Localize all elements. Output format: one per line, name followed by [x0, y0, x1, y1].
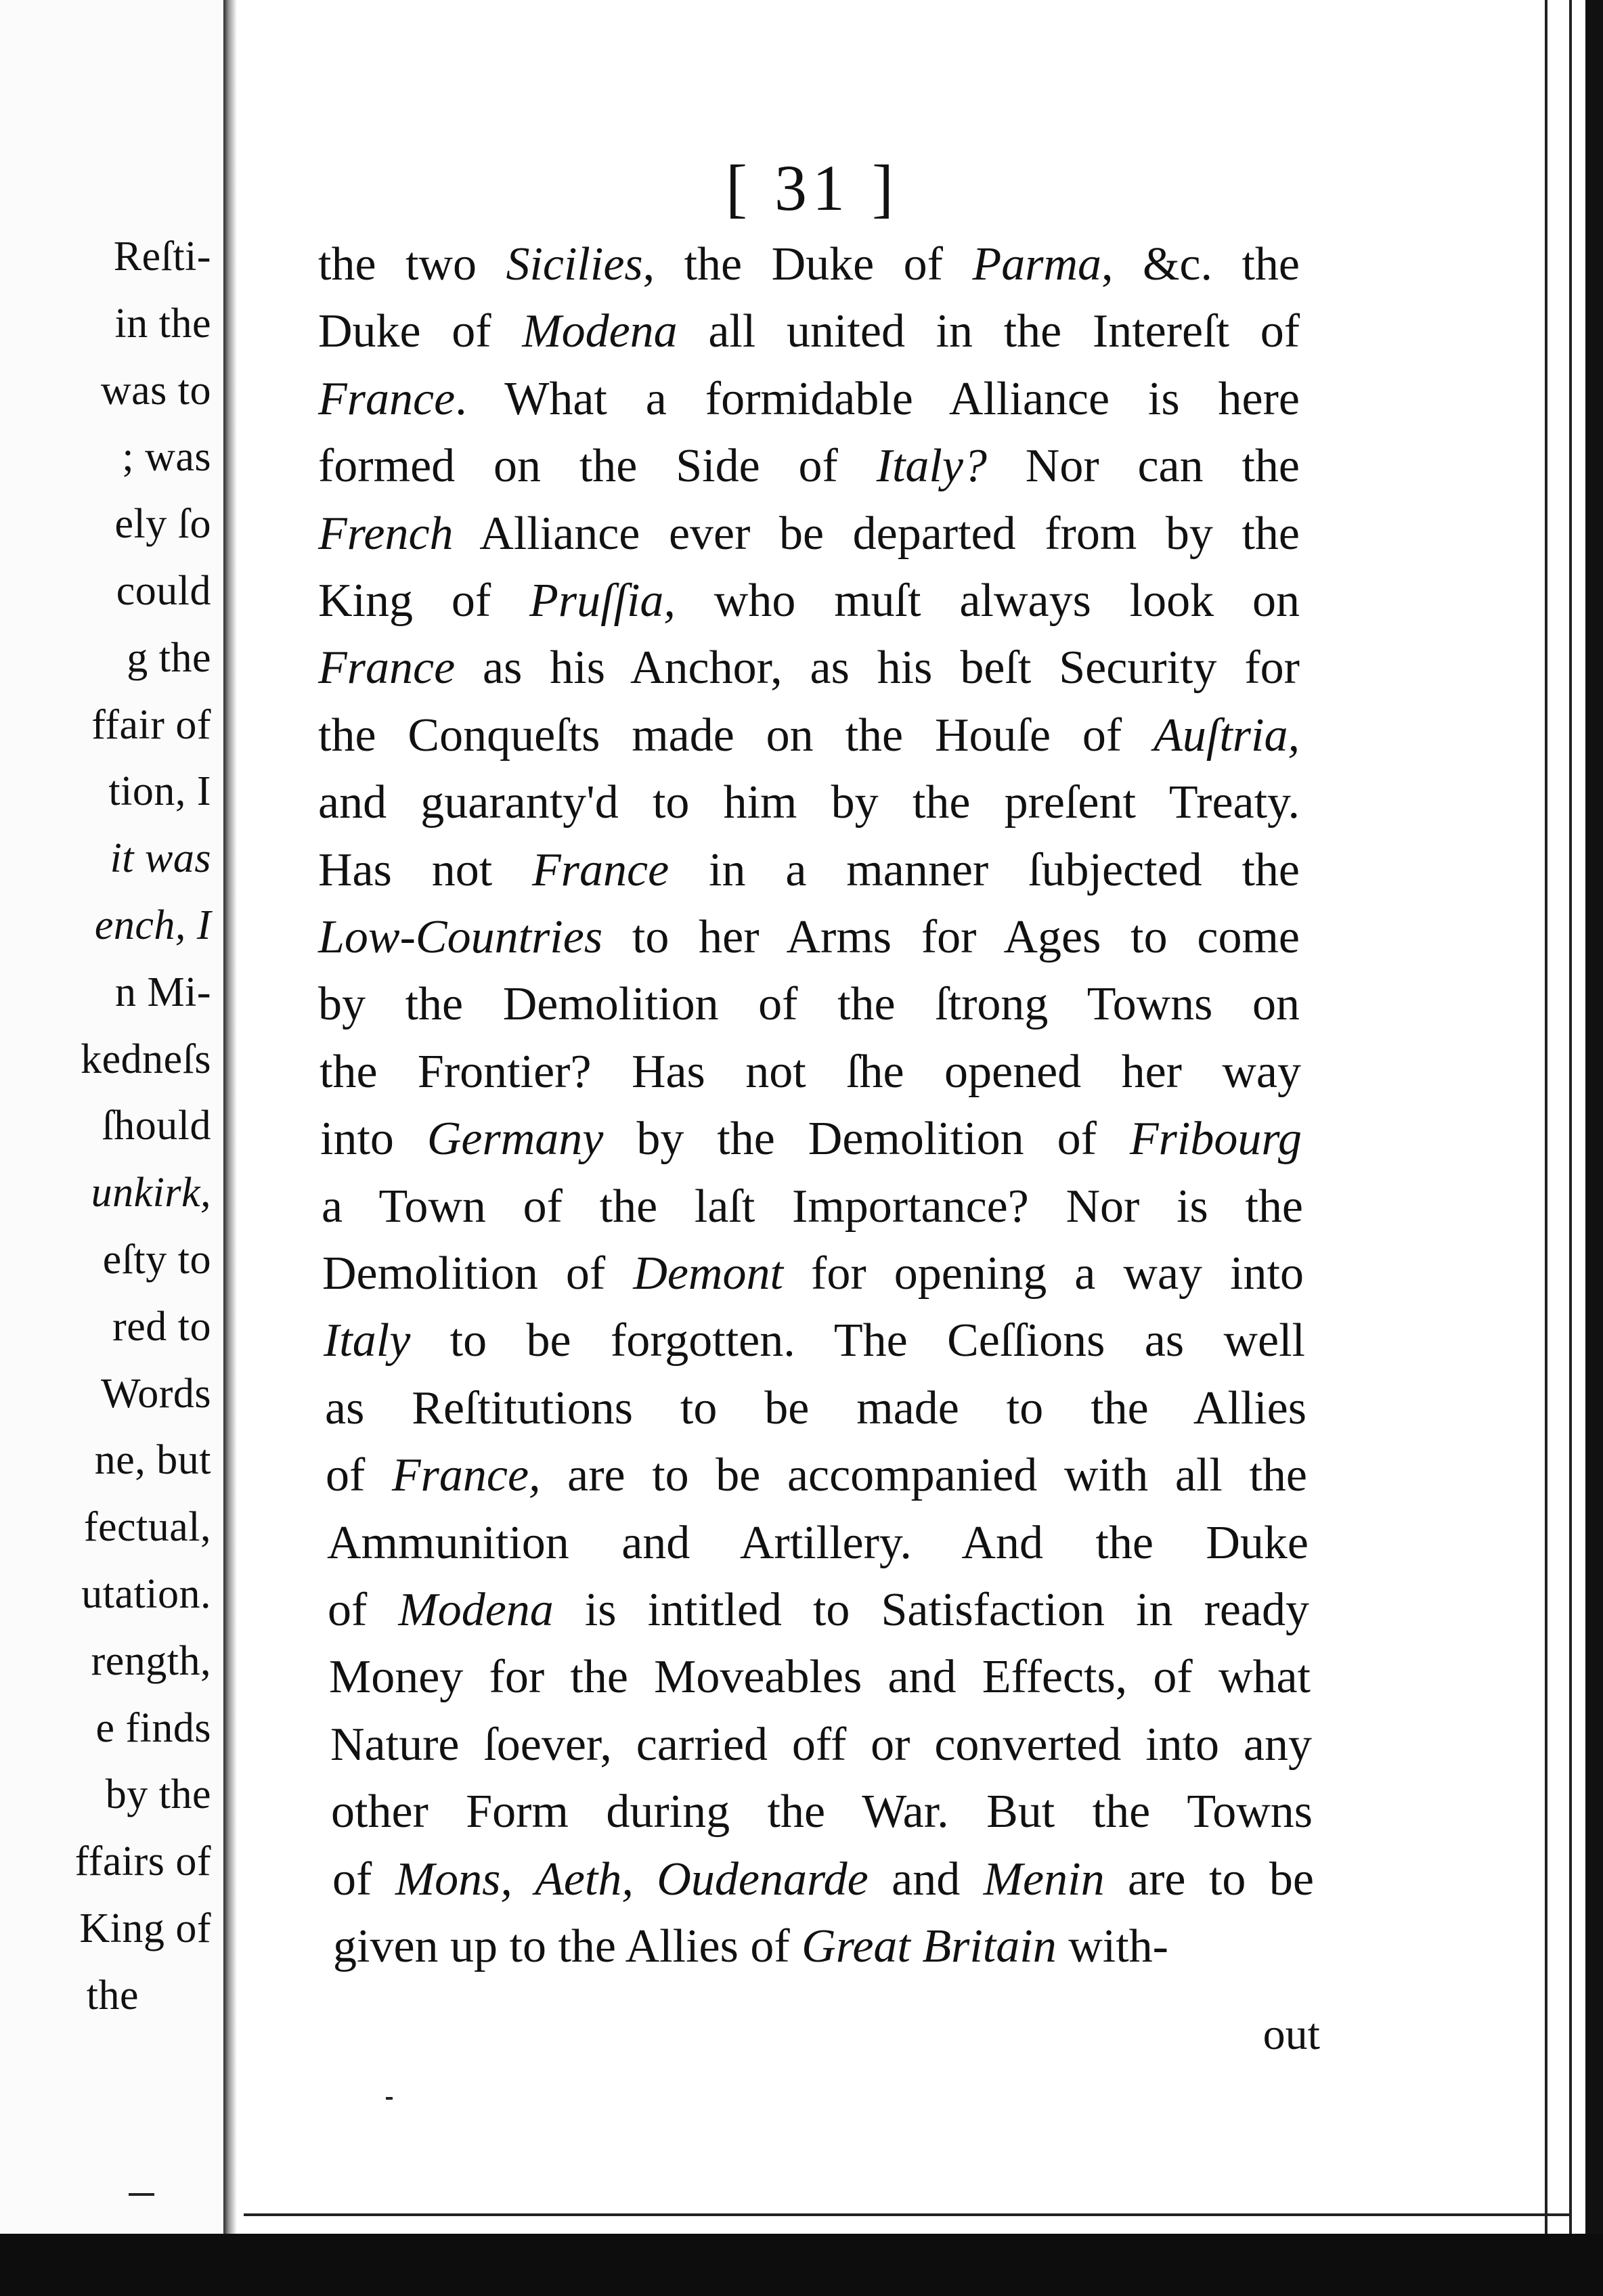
left-page-line-fragment: Words: [101, 1370, 211, 1417]
left-page-line-fragment: ſhould: [102, 1103, 211, 1149]
text-line: [328, 1584, 1309, 1636]
left-page-line-fragment: e finds: [95, 1704, 211, 1751]
left-page-line-fragment: could: [116, 568, 211, 614]
roman-text: the Frontier? Has not ſhe opened her way: [320, 1045, 1301, 1098]
left-page-line-fragment: ne, but: [94, 1437, 211, 1484]
text-line: [332, 1853, 1314, 1905]
roman-text: as his Anchor, as his beſt Security for: [455, 642, 1300, 694]
roman-text: to her Arms for Ages to come: [602, 911, 1300, 963]
left-page-line-fragment: utation.: [81, 1571, 211, 1617]
italic-text: France: [318, 372, 456, 425]
roman-text: of: [332, 1853, 395, 1905]
left-page-line-fragment: by the: [105, 1771, 211, 1818]
roman-text: who muſt always look on: [675, 575, 1300, 627]
roman-text: into: [320, 1113, 427, 1166]
left-page-line-fragment: Reſti-: [113, 234, 211, 280]
text-line: [320, 1113, 1302, 1166]
roman-text: , &c. the: [1101, 238, 1300, 290]
text-line: [325, 1382, 1306, 1434]
roman-text: are to be: [1104, 1853, 1314, 1905]
text-line: [318, 305, 1300, 358]
italic-text: French: [318, 507, 454, 560]
text-line: [318, 644, 1300, 692]
italic-text: Pruſſia,: [529, 575, 676, 627]
left-page-line-fragment: ely ſo: [114, 501, 211, 548]
roman-text: and: [868, 1853, 984, 1905]
text-line: [327, 1516, 1309, 1569]
left-page-line-fragment: King of: [79, 1905, 211, 1951]
italic-text: Menin: [983, 1853, 1105, 1905]
italic-text: Sicilies: [506, 238, 643, 290]
italic-text: Fribourg: [1129, 1113, 1302, 1166]
roman-text: by the Demolition of: [603, 1113, 1130, 1166]
roman-text: other Form during the War. But the Towns: [331, 1786, 1313, 1838]
text-line: [318, 238, 1300, 290]
italic-text: Mons, Aeth, Oudenarde: [395, 1853, 869, 1905]
roman-text: given up to the Allies of: [333, 1920, 802, 1972]
left-page-line-fragment: ; was: [122, 434, 211, 481]
text-line: [322, 1180, 1303, 1233]
right-page-edge-line-outer: [1569, 0, 1572, 2254]
catchword: out: [1262, 2010, 1320, 2059]
roman-text: are to be accompanied with all the: [540, 1449, 1307, 1502]
left-facing-page: [0, 0, 226, 2234]
italic-text: France: [532, 843, 669, 896]
left-page-line-fragment: tion, I: [108, 768, 211, 815]
roman-text: the Conqueſts made on the Houſe of: [318, 709, 1154, 761]
left-page-line-fragment: red to: [112, 1303, 211, 1350]
left-page-line-fragment: fectual,: [83, 1504, 211, 1551]
roman-text: formed on the Side of: [318, 440, 877, 493]
text-line: [318, 978, 1300, 1031]
roman-text: Demolition of: [322, 1248, 634, 1300]
text-line: [330, 1718, 1312, 1771]
roman-text: as Reſtitutions to be made to the Allies: [325, 1382, 1306, 1434]
left-page-line-fragment: rength,: [91, 1637, 211, 1684]
italic-text: Parma: [972, 238, 1102, 290]
left-page-line-fragment: the: [86, 1972, 139, 2018]
italic-text: Germany: [426, 1113, 604, 1166]
italic-text: France,: [391, 1449, 541, 1502]
text-line: [329, 1651, 1311, 1704]
text-line: [318, 776, 1300, 829]
left-page-line-fragment: g the: [127, 634, 211, 681]
italic-text: Demont: [633, 1248, 783, 1300]
roman-text: . What a formidable Alliance is here: [455, 372, 1300, 425]
roman-text: with-: [1056, 1920, 1168, 1972]
italic-text: France: [318, 642, 456, 694]
roman-text: by the Demolition of the ſtrong Towns on: [318, 978, 1300, 1031]
left-page-line-fragment: was to: [100, 367, 211, 414]
roman-text: the two: [318, 238, 506, 290]
text-line: [331, 1788, 1313, 1836]
roman-text: in a manner ſubjected the: [669, 843, 1300, 896]
roman-text: Nor can the: [986, 440, 1300, 493]
left-page-line-fragment: it was: [110, 835, 211, 882]
italic-text: Italy: [324, 1315, 411, 1367]
text-line: [318, 372, 1300, 425]
left-page-line-fragment: unkirk,: [91, 1170, 211, 1216]
left-page-line-fragment: ench, I: [94, 902, 211, 948]
page-bottom-edge: [244, 2213, 1571, 2216]
printer-mark: [129, 2193, 154, 2196]
roman-text: of: [326, 1449, 392, 1502]
right-page-edge-line: [1545, 0, 1547, 2234]
gutter-shadow: [223, 0, 237, 2234]
page-number: [ 31 ]: [726, 152, 899, 224]
italic-text: Modena: [398, 1584, 554, 1636]
text-line: [318, 440, 1300, 493]
italic-text: Italy?: [876, 440, 987, 493]
text-line: [318, 843, 1300, 896]
italic-text: Low-Countries: [318, 911, 603, 963]
italic-text: Great Britain: [802, 1920, 1057, 1972]
left-page-line-fragment: ffairs of: [74, 1838, 211, 1885]
text-line: [324, 1317, 1305, 1365]
page-edge-stack: [1585, 0, 1603, 2296]
text-line: [333, 1920, 1315, 1972]
left-page-line-fragment: ffair of: [91, 701, 211, 748]
roman-text: and guaranty'd to him by the preſent Treaty.: [318, 776, 1300, 829]
roman-text: to be forgotten. The Ceſſions as well: [410, 1315, 1305, 1367]
text-line: [318, 507, 1300, 560]
text-line: [318, 709, 1300, 761]
text-line: [320, 1045, 1301, 1098]
roman-text: King of: [318, 575, 530, 627]
left-page-line-fragment: in the: [114, 300, 211, 347]
roman-text: Duke of: [318, 305, 523, 358]
left-page-line-fragment: eſty to: [102, 1237, 211, 1283]
roman-text: Ammunition and Artillery. And the Duke: [327, 1516, 1309, 1569]
roman-text: Has not: [318, 843, 533, 896]
roman-text: of: [328, 1584, 399, 1636]
text-line: [318, 911, 1300, 963]
roman-text: Nature ſoever, carried off or converted into any: [330, 1718, 1312, 1771]
text-line: [318, 577, 1300, 625]
scan-bottom-border: [0, 2234, 1603, 2296]
left-page-line-fragment: kedneſs: [81, 1036, 211, 1082]
text-line: [322, 1250, 1304, 1298]
roman-text: for opening a way into: [783, 1248, 1304, 1300]
italic-text: Modena: [522, 305, 678, 358]
roman-text: is intitled to Satisfaction in ready: [553, 1584, 1309, 1636]
text-line: [326, 1449, 1307, 1502]
left-page-line-fragment: n Mi-: [115, 969, 211, 1015]
roman-text: a Town of the laſt Importance? Nor is the: [322, 1180, 1303, 1233]
printer-mark: [386, 2097, 393, 2100]
roman-text: Alliance ever be departed from by the: [453, 507, 1300, 560]
italic-text: Auſtria,: [1154, 709, 1300, 761]
roman-text: , the Duke of: [642, 238, 973, 290]
roman-text: all united in the Intereſt of: [677, 305, 1300, 358]
roman-text: Money for the Moveables and Effects, of what: [329, 1651, 1311, 1704]
